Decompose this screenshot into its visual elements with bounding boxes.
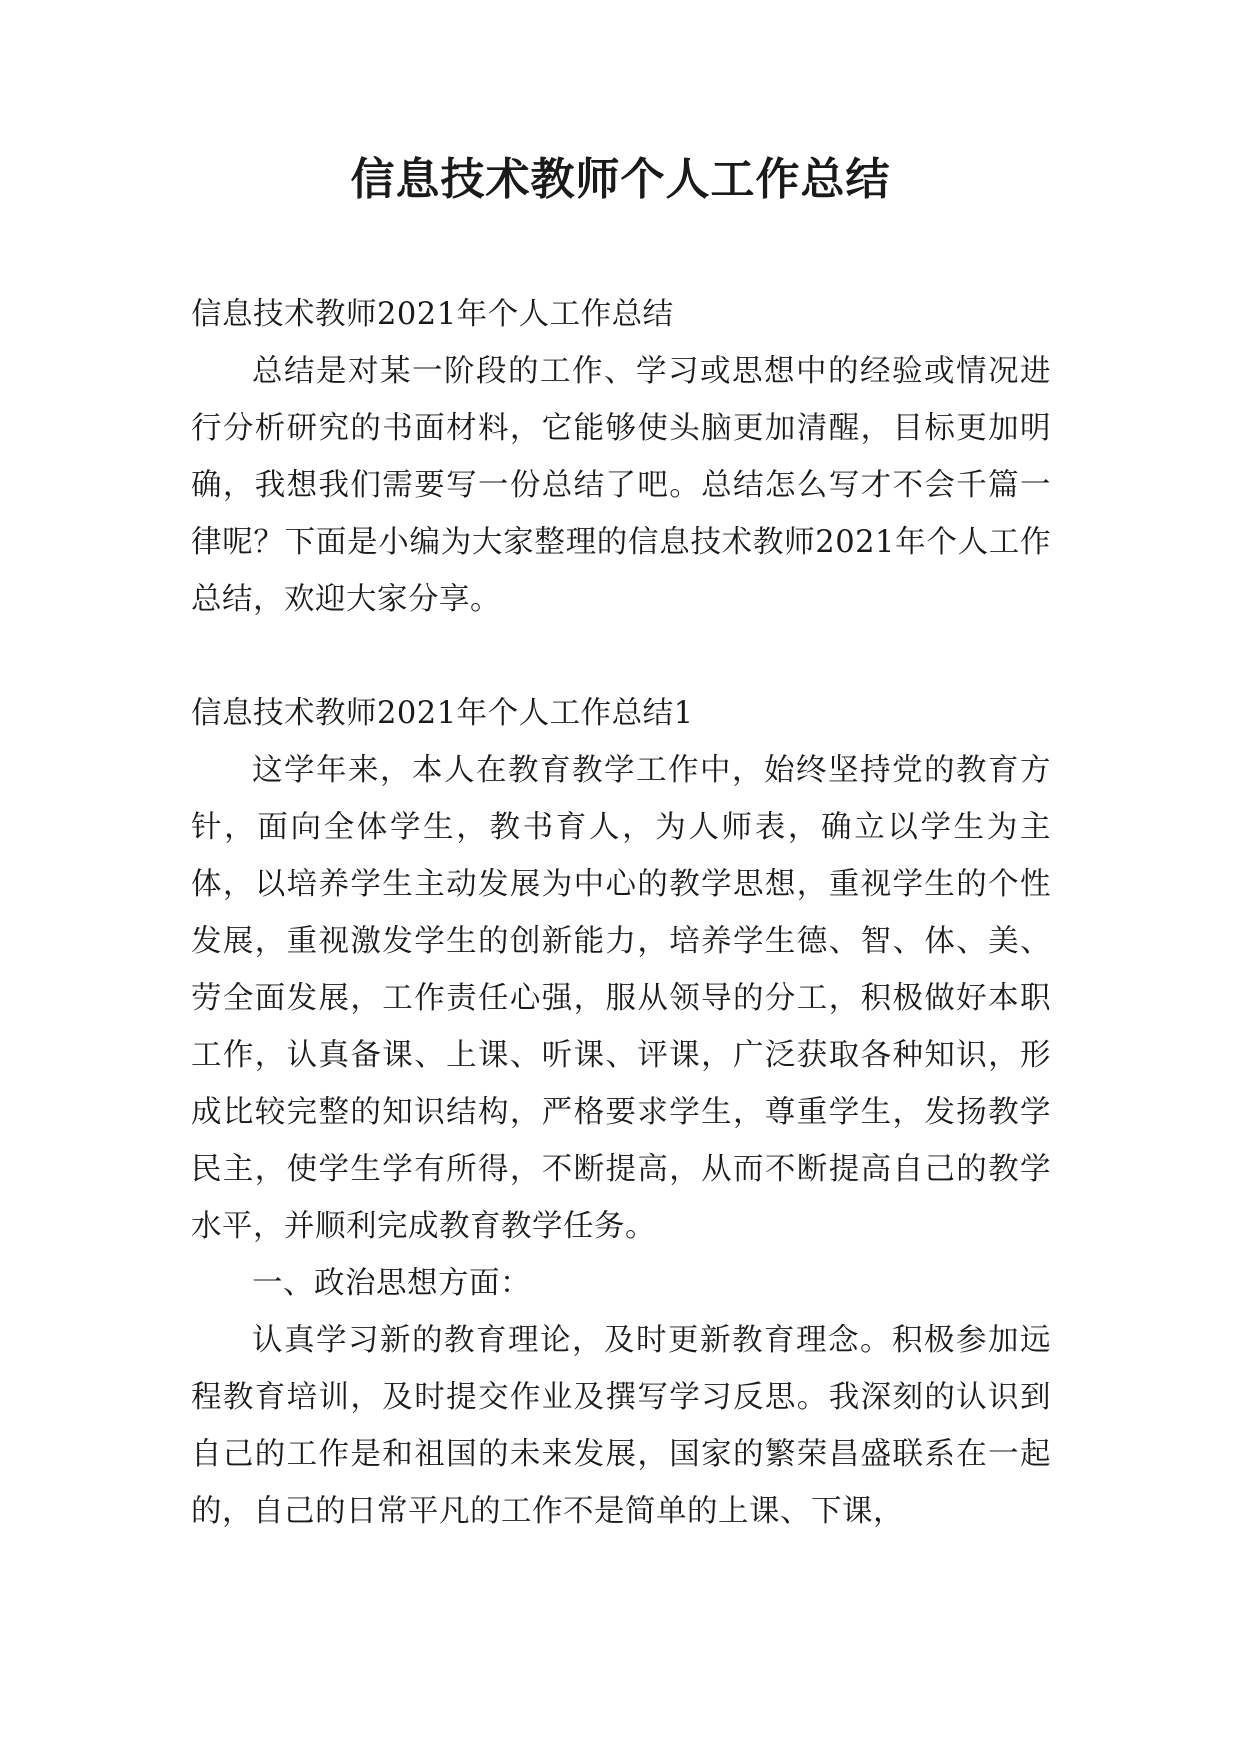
subheading-politics: 一、政治思想方面： <box>252 1266 531 1301</box>
document-title: 信息技术教师个人工作总结 <box>350 154 891 205</box>
body-paragraph: 这学年来，本人在教育教学工作中，始终坚持党的教育方针，面向全体学生，教书育人，为人师表，确立以学生为主体，以培养学生主动发展为中心的教学思想，重视学生的个性发展，重视激发学生的创新能力，培养学生德、智、体、美、劳全面发展，工作责任心强，服从领导的分工，积极做好本职工作，认真备课、上课、听课、评课，广泛获取各种知识，形成比较完整的知识结构，严格要求学生，尊重学生，发扬教学民主，使学生学有所得，不断提高，从而不断提高自己的教学水平，并顺利完成教育教学任务。 <box>191 753 1051 1244</box>
body-paragraph-2: 认真学习新的教育理论，及时更新教育理念。积极参加远程教育培训，及时提交作业及撰写学习反思。我深刻的认识到自己的工作是和祖国的未来发展，国家的繁荣昌盛联系在一起的，自己的日常平凡的工作不是简单的上课、下课， <box>191 1323 1051 1529</box>
intro-paragraph: 总结是对某一阶段的工作、学习或思想中的经验或情况进行分析研究的书面材料，它能够使头脑更加清醒，目标更加明确，我想我们需要写一份总结了吧。总结怎么写才不会千篇一律呢？下面是小编为大家整理的信息技术教师2021年个人工作总结，欢迎大家分享。 <box>191 354 1051 617</box>
section-heading: 信息技术教师2021年个人工作总结 <box>191 297 674 332</box>
section-heading-1: 信息技术教师2021年个人工作总结1 <box>191 696 694 731</box>
document-body <box>191 286 1051 1540</box>
paragraph-gap <box>191 628 1051 685</box>
